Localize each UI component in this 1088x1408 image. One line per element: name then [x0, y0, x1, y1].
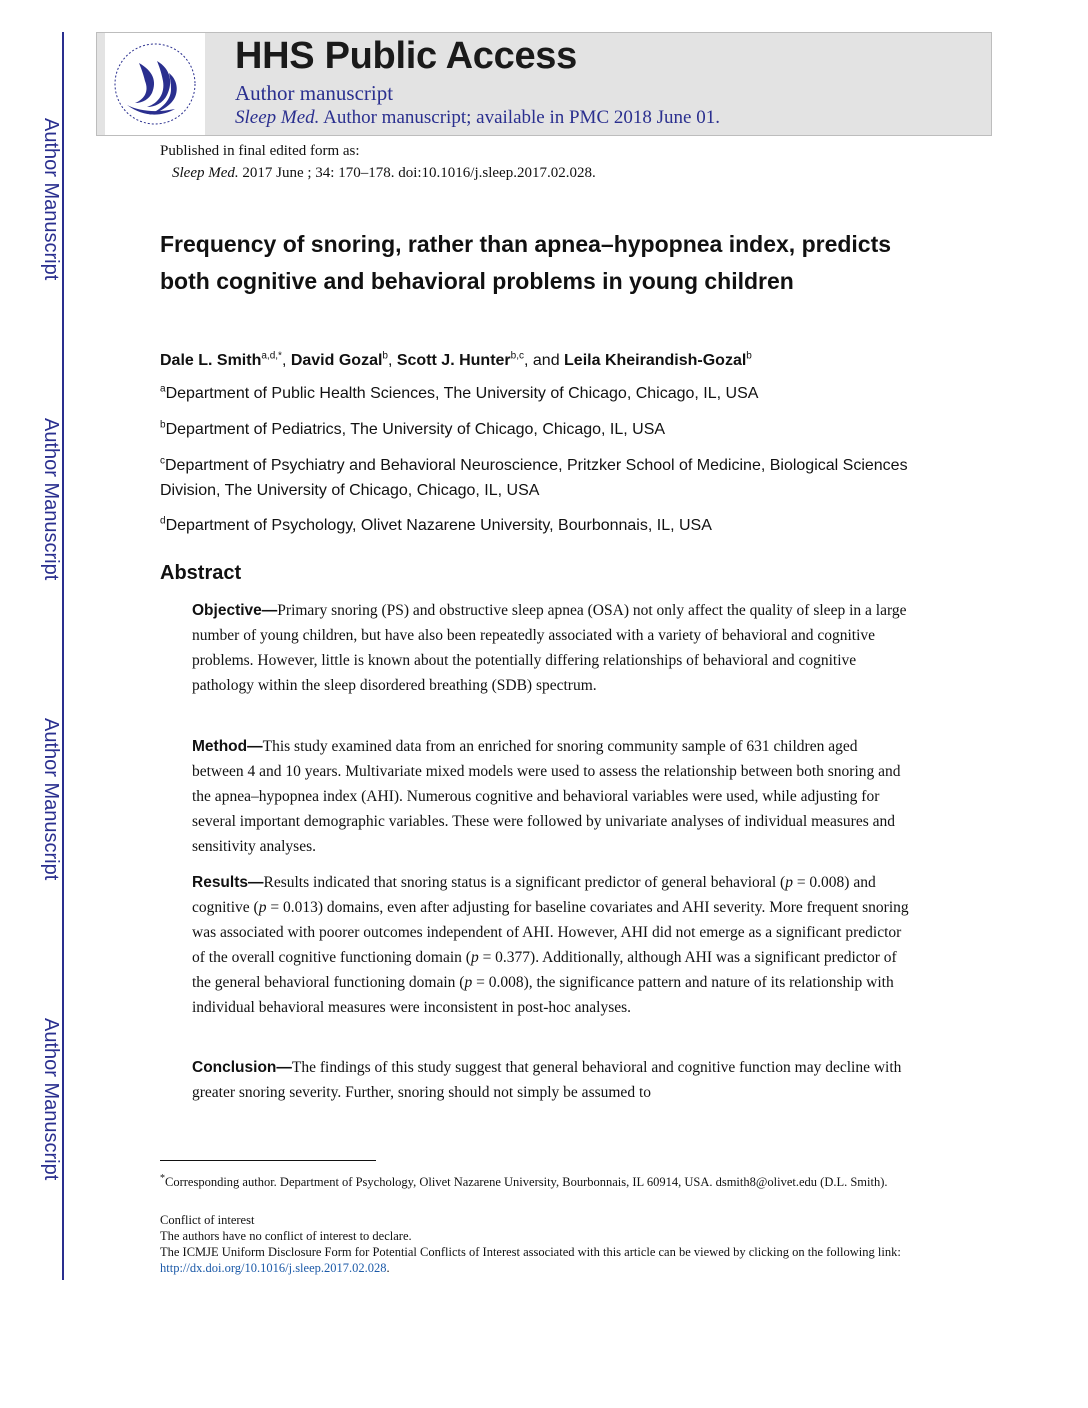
footnote-corresponding — [160, 1174, 920, 1190]
icmje-link[interactable]: http://dx.doi.org/10.1016/j.sleep.2017.02.028 — [160, 1261, 387, 1275]
journal-name: Sleep Med. — [235, 107, 320, 128]
article-title: Frequency of snoring, rather than apnea–hypopnea index, predicts both cognitive and behavioral problems in young children — [160, 231, 892, 294]
hhs-logo — [105, 33, 205, 135]
hhs-eagle-seal-icon — [105, 33, 205, 135]
p-symbol: p — [785, 874, 793, 891]
footnote-mark: * — [160, 1172, 165, 1184]
availability-line — [235, 107, 720, 129]
results-text: = 0.377). Additionally, although AHI was a significant predictor of the general behavioral functioning domain ( — [192, 949, 897, 991]
author-sup: a,d,* — [261, 350, 282, 362]
hhs-subtitle: Author manuscript — [235, 81, 394, 105]
abstract-objective — [192, 598, 912, 698]
author-name: David Gozal — [290, 352, 383, 369]
p-symbol: p — [258, 899, 267, 916]
conclusion-text: The findings of this study suggest that general behavioral and cognitive function may decline with greater snoring severity. Further, snoring should not simply be assumed to — [192, 1059, 902, 1101]
publication-info — [160, 140, 596, 184]
author-sup: b — [382, 350, 388, 362]
margin-label: Author Manuscript — [40, 418, 62, 581]
abstract-method — [192, 734, 912, 859]
affiliation — [160, 513, 930, 538]
icmje-text: The ICMJE Uniform Disclosure Form for Potential Conflicts of Interest associated with this article can be viewed by clicking on the following link: — [160, 1245, 901, 1259]
results-text: = 0.013) domains, even after adjusting for baseline covariates and AHI severity. More frequent snoring was associated with poorer outcomes independent of AHI. However, AHI did not emerge as a significant predictor of the overall cognitive functioning domain ( — [192, 899, 909, 966]
author-name: Dale L. Smith — [160, 352, 262, 369]
abstract-heading: Abstract — [160, 562, 242, 584]
availability-text: Author manuscript; available in PMC 2018 June 01. — [323, 107, 720, 128]
abstract-results — [192, 870, 912, 1020]
author-sep: , — [281, 352, 291, 369]
p-symbol: p — [470, 949, 479, 966]
results-lead: Results— — [192, 874, 264, 891]
affiliation — [160, 453, 930, 503]
author-sup: b,c — [510, 350, 524, 362]
author-sup: b — [746, 350, 752, 362]
objective-lead: Objective— — [192, 602, 278, 619]
affiliation-sup: b — [160, 419, 166, 431]
affiliation-sup: c — [160, 455, 165, 467]
method-lead: Method— — [192, 738, 263, 755]
method-text: This study examined data from an enriched for snoring community sample of 631 children aged between 4 and 10 years. Multivariate mixed models were used to assess the relationship between both snoring and the apnea–hypopnea index (AHI). Numerous cognitive and behavioral variables were used, while adjusting for several important demographic variables. These were followed by univariate analyses of individual measures and sensitivity analyses. — [192, 738, 901, 855]
affiliation-text: Department of Public Health Sciences, The University of Chicago, Chicago, IL, USA — [165, 385, 759, 402]
conclusion-lead: Conclusion— — [192, 1059, 292, 1076]
hhs-header — [96, 32, 992, 136]
results-text: = 0.008), the significance pattern and nature of its relationship with individual behavioral measures were inconsistent in post-hoc analyses. — [192, 974, 894, 1016]
affiliation — [160, 381, 930, 406]
conflict-text: The authors have no conflict of interest to declare. — [160, 1229, 412, 1243]
margin-label: Author Manuscript — [40, 718, 62, 881]
icmje-end: . — [386, 1261, 390, 1275]
conflict-heading: Conflict of interest — [160, 1213, 255, 1227]
citation-text: 2017 June ; 34: 170–178. doi:10.1016/j.sleep.2017.02.028. — [242, 165, 596, 181]
abstract-conclusion — [192, 1055, 912, 1105]
corresponding-text: Corresponding author. Department of Psychology, Olivet Nazarene University, Bourbonnais, IL 60914, USA. dsmith8@olivet.edu (D.L. Smith). — [165, 1175, 888, 1189]
p-symbol: p — [464, 974, 473, 991]
icmje-note — [160, 1244, 920, 1276]
affiliation — [160, 417, 930, 442]
author-sep: , — [387, 352, 397, 369]
affiliation-text: Department of Psychiatry and Behavioral Neuroscience, Pritzker School of Medicine, Biological Sciences Division, The University of Chicago, Chicago, IL, USA — [160, 457, 908, 499]
footnote-rule — [160, 1160, 376, 1161]
author-sep: , and — [524, 352, 565, 369]
affiliation-text: Department of Psychology, Olivet Nazarene University, Bourbonnais, IL, USA — [165, 517, 712, 534]
margin-rule — [62, 32, 64, 1280]
margin-label: Author Manuscript — [40, 1018, 62, 1181]
author-name: Leila Kheirandish-Gozal — [564, 352, 747, 369]
margin-label: Author Manuscript — [40, 118, 62, 281]
citation-journal: Sleep Med. — [172, 165, 239, 181]
objective-text: Primary snoring (PS) and obstructive sleep apnea (OSA) not only affect the quality of sleep in a large number of young children, but have also been repeatedly associated with a variety of behavioral and cognitive problems. However, little is known about the potentially differing relationships of behavioral and cognitive pathology within the sleep disordered breathing (SDB) spectrum. — [192, 602, 907, 694]
affiliation-text: Department of Pediatrics, The University of Chicago, Chicago, IL, USA — [165, 421, 666, 438]
hhs-title: HHS Public Access — [235, 35, 577, 77]
citation — [160, 162, 596, 184]
results-text: = 0.008) and cognitive ( — [192, 874, 876, 916]
author-list — [160, 352, 752, 370]
affiliation-sup: a — [160, 383, 166, 395]
affiliation-sup: d — [160, 515, 166, 527]
published-line: Published in final edited form as: — [160, 143, 360, 159]
author-name: Scott J. Hunter — [396, 352, 511, 369]
results-text: Results indicated that snoring status is a significant predictor of general behavioral ( — [263, 874, 786, 891]
